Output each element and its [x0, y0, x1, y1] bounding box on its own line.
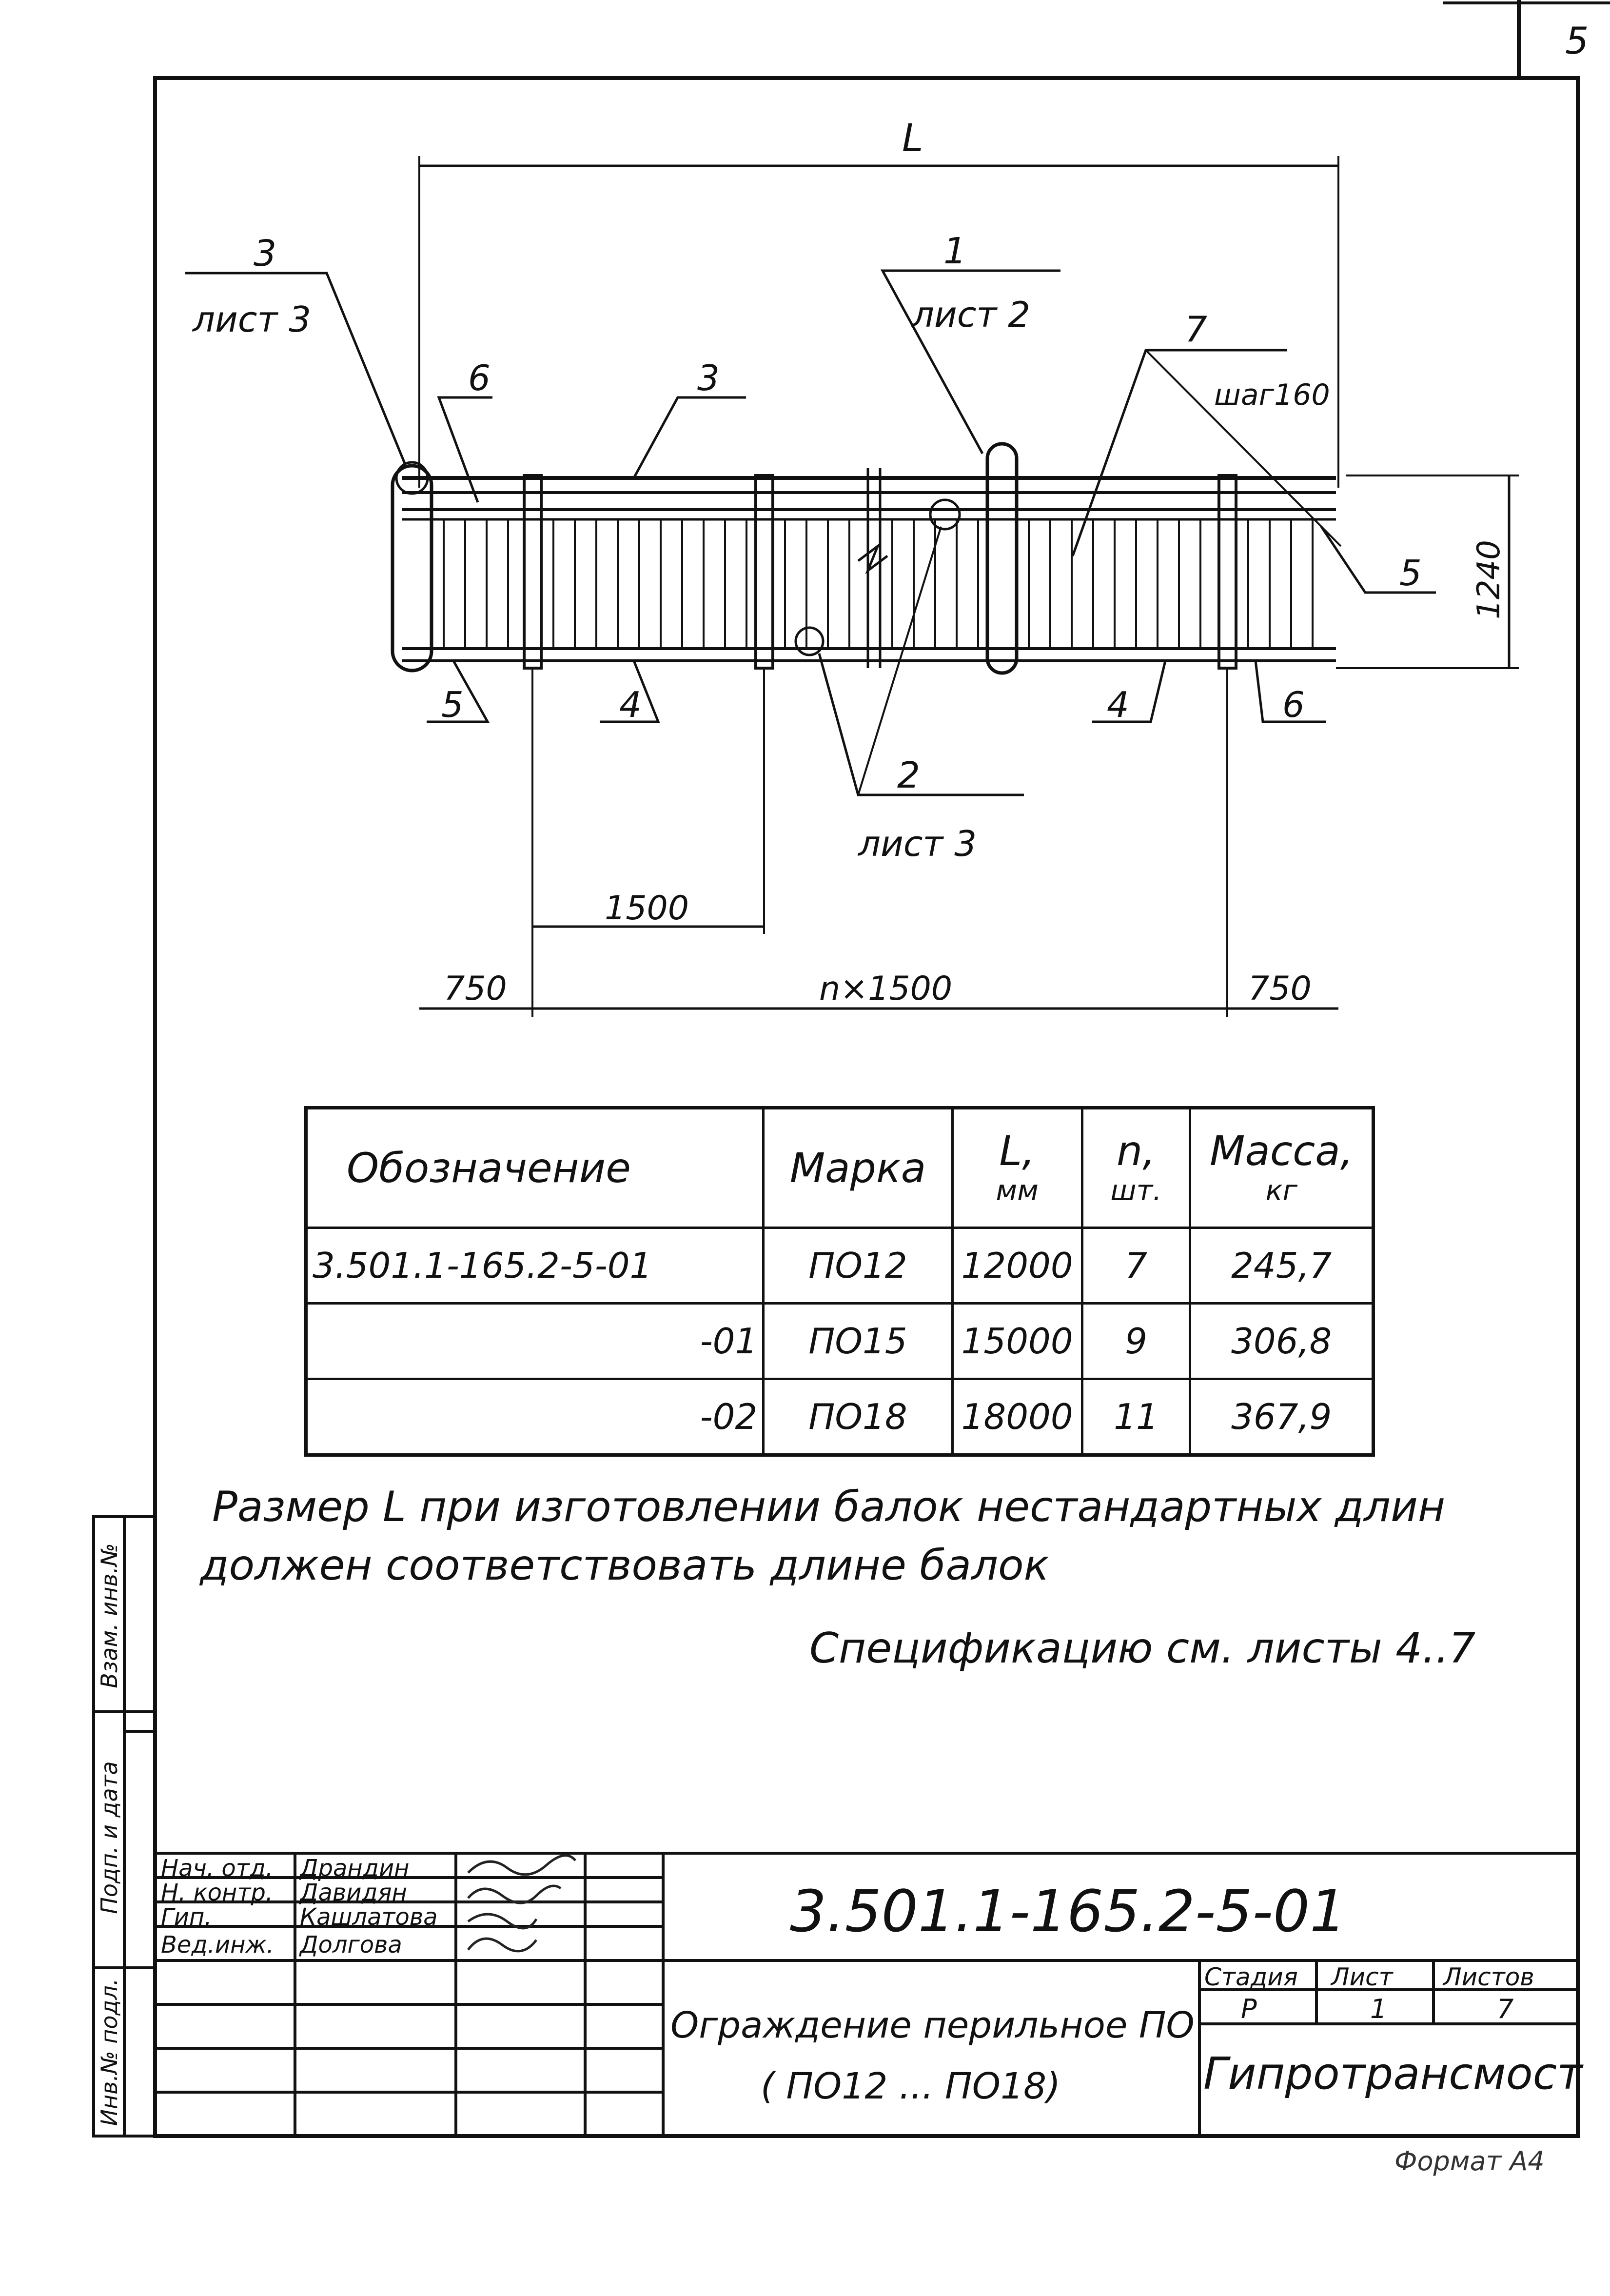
cell-mass: 245,7 — [1190, 1228, 1374, 1304]
header-length: L, мм — [952, 1108, 1082, 1228]
pos-3-top-label: 3 — [697, 357, 720, 398]
sheet-label: Лист — [1331, 1963, 1393, 1991]
note-line-2: должен соответствовать длине балок — [200, 1541, 1049, 1590]
cell-count: 11 — [1082, 1379, 1190, 1455]
title-line-2: ( ПО12 ... ПО18) — [761, 2065, 1060, 2107]
name-kashlatova: Кашлатова — [300, 1903, 438, 1931]
dim-L-label: L — [902, 117, 923, 160]
dim-end-left-label: 750 — [444, 970, 507, 1008]
dim-end-right-label: 750 — [1248, 970, 1312, 1008]
title-line-1: Ограждение перильное ПО — [670, 2004, 1195, 2046]
cell-mark: ПО18 — [764, 1379, 952, 1455]
post-1 — [524, 475, 541, 668]
callout-2-number: 2 — [897, 754, 921, 796]
sheets-label: Листов — [1443, 1963, 1534, 1991]
sheets-value: 7 — [1497, 1994, 1514, 2024]
side-inv-label: Инв.№ подл. — [96, 1978, 122, 2126]
stage-label: Стадия — [1204, 1963, 1298, 1991]
cell-length: 12000 — [952, 1228, 1082, 1304]
step-label: шаг160 — [1214, 378, 1330, 412]
stage-value: Р — [1241, 1994, 1257, 2024]
callout-circle-2 — [796, 628, 823, 655]
pos-4-right-label: 4 — [1107, 684, 1129, 725]
pos-7-label: 7 — [1185, 309, 1207, 350]
note-line-1: Размер L при изготовлении балок нестандартных длин — [212, 1483, 1446, 1531]
role-head-dept: Нач. отд. — [161, 1855, 274, 1882]
signature-1 — [468, 1856, 575, 1875]
cell-designation: -01 — [306, 1304, 764, 1379]
post-4 — [1219, 475, 1236, 668]
pos-5-left-label: 5 — [441, 684, 464, 725]
callout-3-number: 3 — [254, 233, 277, 275]
role-lead-engineer: Вед.инж. — [161, 1931, 274, 1959]
document-code: 3.501.1-165.2-5-01 — [790, 1878, 1347, 1945]
infill-bars — [444, 519, 1313, 649]
header-mark: Марка — [764, 1108, 952, 1228]
table-row — [306, 1228, 1374, 1304]
cell-length: 15000 — [952, 1304, 1082, 1379]
cell-mass: 306,8 — [1190, 1304, 1374, 1379]
railing-drawing — [185, 156, 1519, 1017]
pos-6-top-label: 6 — [468, 357, 491, 398]
pos-4-left-label: 4 — [619, 684, 642, 725]
pos-6-right-label: 6 — [1282, 684, 1305, 725]
sheet-value: 1 — [1370, 1994, 1387, 2024]
cell-count: 7 — [1082, 1228, 1190, 1304]
leader-c2-a — [819, 653, 1024, 795]
pos-5-right-label: 5 — [1399, 553, 1422, 594]
dim-total-label: n×1500 — [819, 970, 953, 1008]
callout-3-sheet: лист 3 — [193, 299, 312, 340]
name-drandin: Драндин — [300, 1855, 410, 1882]
left-end-loop — [393, 466, 432, 671]
cell-mark: ПО12 — [764, 1228, 952, 1304]
organization-name: Гипротрансмост — [1203, 2048, 1583, 2099]
cell-designation: -02 — [306, 1379, 764, 1455]
side-podp-label: Подп. и дата — [96, 1761, 122, 1914]
cell-designation: 3.501.1-165.2-5-01 — [306, 1228, 764, 1304]
cell-mark: ПО15 — [764, 1304, 952, 1379]
name-dolgova: Долгова — [300, 1931, 402, 1959]
format-label: Формат А4 — [1394, 2146, 1545, 2177]
table-row — [306, 1304, 1374, 1379]
dim-span-label: 1500 — [605, 889, 689, 928]
leader-pos6-top — [439, 397, 492, 502]
header-mass: Масса, кг — [1190, 1108, 1374, 1228]
signature-4 — [468, 1939, 536, 1951]
header-designation: Обозначение — [306, 1108, 764, 1228]
cell-count: 9 — [1082, 1304, 1190, 1379]
header-count: n, шт. — [1082, 1108, 1190, 1228]
name-davidyan: Давидян — [300, 1879, 407, 1906]
note-line-3: Спецификацию см. листы 4..7 — [809, 1624, 1476, 1673]
page-number: 5 — [1565, 19, 1589, 62]
table-row — [306, 1379, 1374, 1455]
signature-2 — [468, 1886, 561, 1903]
specification-table — [304, 1106, 1375, 1457]
break-zigzag — [858, 546, 887, 571]
callout-1-number: 1 — [943, 230, 967, 272]
role-chief-engineer: Гип. — [161, 1903, 212, 1931]
cell-length: 18000 — [952, 1379, 1082, 1455]
side-vzam-label: Взам. инв.№ — [96, 1543, 122, 1688]
post-2 — [756, 475, 773, 668]
table-header-row — [306, 1108, 1374, 1228]
leader-pos3-top — [634, 397, 746, 478]
callout-1-sheet: лист 2 — [912, 294, 1031, 335]
callout-2-sheet: лист 3 — [858, 823, 977, 864]
cell-mass: 367,9 — [1190, 1379, 1374, 1455]
dim-height-label: 1240 — [1471, 540, 1507, 619]
role-norm-control: Н. контр. — [161, 1879, 274, 1906]
